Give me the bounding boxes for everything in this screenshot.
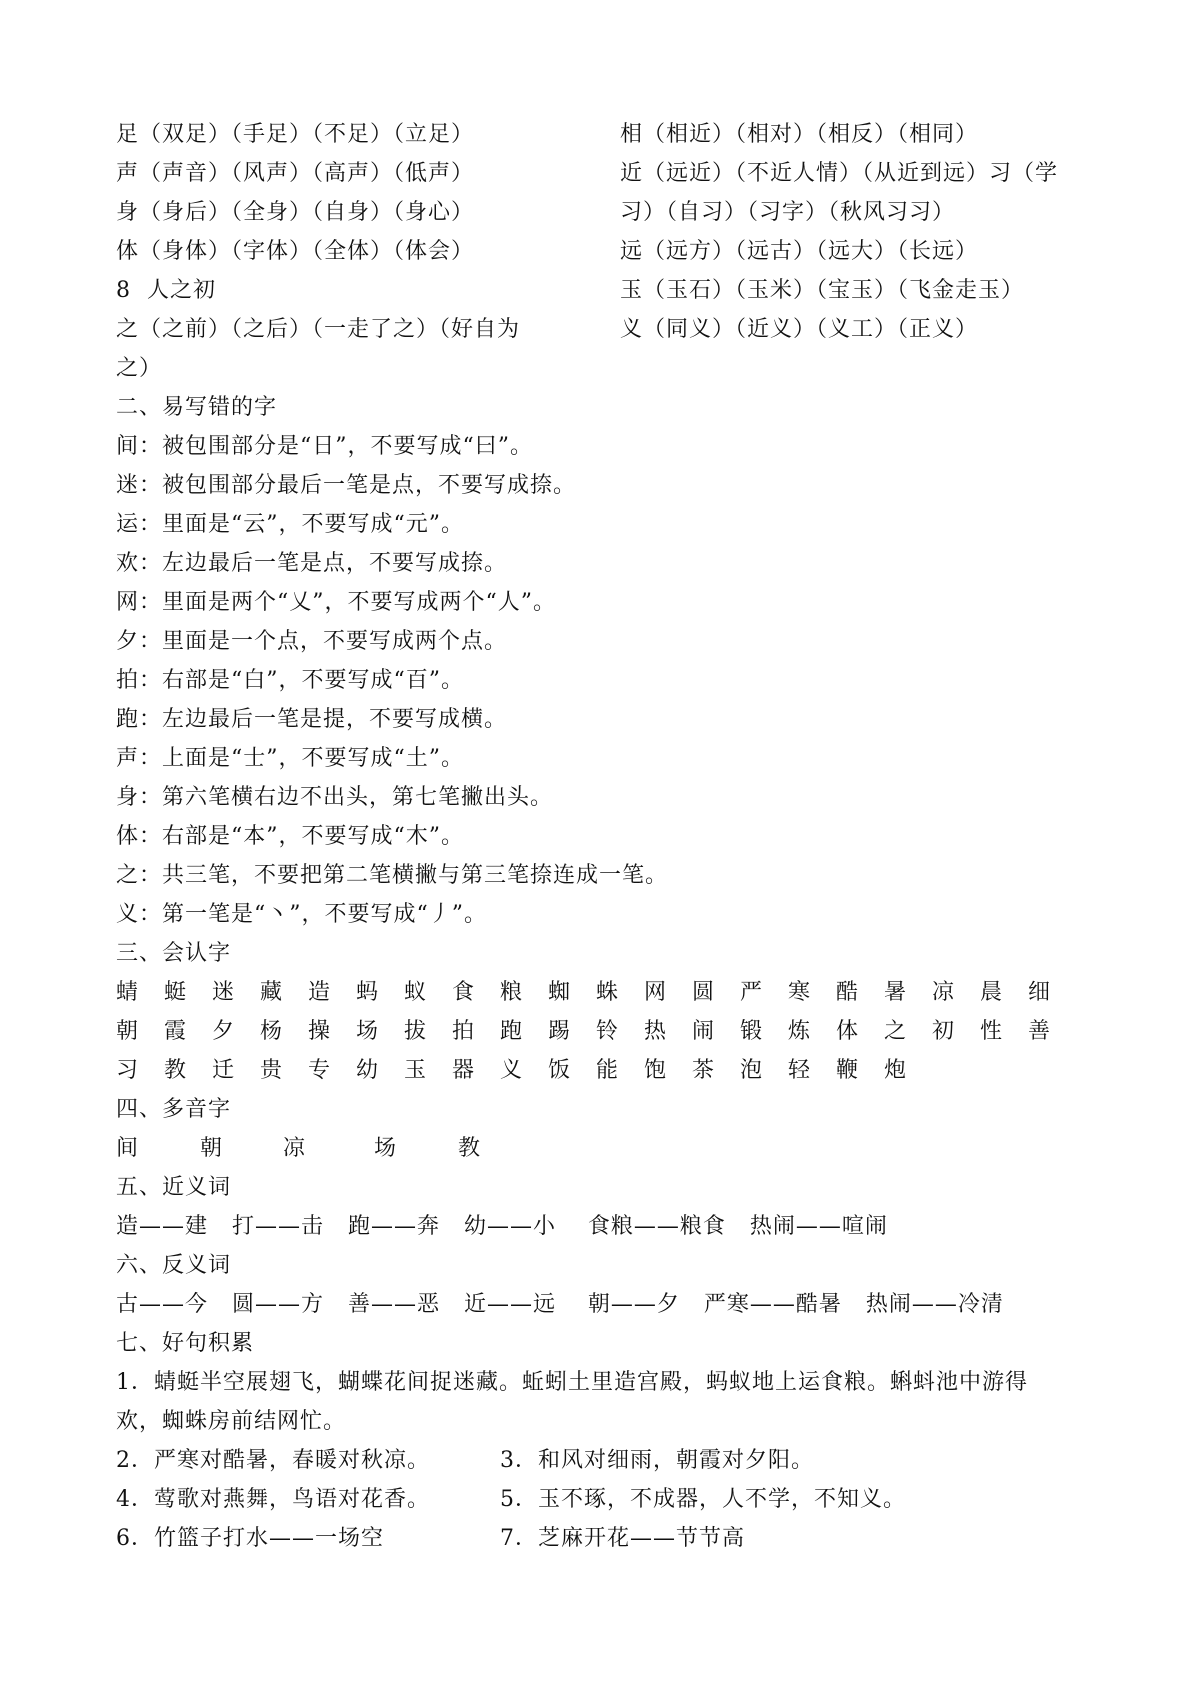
recognition-char: 炮 [884,1058,907,1083]
section-title-3: 三、会认字 [116,941,232,966]
recognition-char: 蜓 [164,980,187,1005]
recognition-char: 饱 [644,1058,667,1083]
section-title-7: 七、好句积累 [116,1331,255,1356]
recognition-char: 炼 [788,1019,811,1044]
recognition-char: 圆 [692,980,715,1005]
sentence-item: 4．莺歌对燕舞，鸟语对花香。 [116,1487,430,1512]
recognition-char: 轻 [788,1058,811,1083]
word-group-right-5: 义（同义）（近义）（义工）（正义） [620,317,979,342]
recognition-char: 饭 [548,1058,571,1083]
recognition-char: 霞 [164,1019,187,1044]
word-group-right-3: 远（远方）（远古）（远大）（长远） [620,239,979,264]
recognition-char: 玉 [404,1058,427,1083]
error-item: 网：里面是两个“乂”，不要写成两个“人”。 [116,590,556,615]
recognition-char: 性 [980,1019,1003,1044]
error-item: 运：里面是“云”，不要写成“元”。 [116,512,464,537]
recognition-char: 闹 [692,1019,715,1044]
error-item: 之：共三笔，不要把第二笔横撇与第三笔捺连成一笔。 [116,863,669,888]
recognition-char: 操 [308,1019,331,1044]
word-group-left-5: 之（之前）（之后）（一走了之）（好自为 [116,317,521,342]
recognition-char: 拍 [452,1019,475,1044]
error-item: 夕：里面是一个点，不要写成两个点。 [116,629,508,654]
error-item: 迷：被包围部分最后一笔是点，不要写成捺。 [116,473,577,498]
recognition-char: 严 [740,980,763,1005]
recognition-char: 寒 [788,980,811,1005]
recognition-char: 能 [596,1058,619,1083]
recognition-char: 场 [356,1019,379,1044]
recognition-char: 迁 [212,1058,235,1083]
polyphone-char: 凉 [283,1136,306,1161]
recognition-char: 贵 [260,1058,283,1083]
recognition-char: 跑 [500,1019,523,1044]
word-group-right-1: 相（相近）（相对）（相反）（相同） [620,122,979,147]
recognition-char: 网 [644,980,667,1005]
sentence-item-1: 1．蜻蜓半空展翅飞，蝴蝶花间捉迷藏。蚯蚓土里造宫殿，蚂蚁地上运食粮。蝌蚪池中游得 [116,1370,1029,1395]
recognition-char: 踢 [548,1019,571,1044]
recognition-char: 体 [836,1019,859,1044]
recognition-char: 蜻 [116,980,139,1005]
polyphone-char: 间 [116,1136,139,1161]
recognition-char: 泡 [740,1058,763,1083]
polyphone-char: 场 [374,1136,397,1161]
sentence-item: 7．芝麻开花——节节高 [500,1526,745,1551]
word-group-right-4: 玉（玉石）（玉米）（宝玉）（飞金走玉） [620,278,1025,303]
recognition-char: 茶 [692,1058,715,1083]
recognition-char: 凉 [932,980,955,1005]
recognition-char: 迷 [212,980,235,1005]
synonym-line: 造——建 打——击 跑——奔 幼——小 食粮——粮食 热闹——喧闹 [116,1214,888,1239]
sentence-item-1-cont: 欢，蜘蛛房前结网忙。 [116,1409,347,1434]
recognition-char: 铃 [596,1019,619,1044]
sentence-item: 3．和风对细雨，朝霞对夕阳。 [500,1448,814,1473]
recognition-char: 蛛 [596,980,619,1005]
word-group-right-2: 近（远近）（不近人情）（从近到远）习（学 [620,161,1059,186]
recognition-char: 蚂 [356,980,379,1005]
recognition-char: 晨 [980,980,1003,1005]
recognition-char: 蚁 [404,980,427,1005]
recognition-char: 之 [884,1019,907,1044]
error-item: 身：第六笔横右边不出头，第七笔撇出头。 [116,785,554,810]
recognition-char: 朝 [116,1019,139,1044]
recognition-char: 暑 [884,980,907,1005]
error-item: 间：被包围部分是“日”，不要写成“曰”。 [116,434,533,459]
recognition-char: 幼 [356,1058,379,1083]
error-item: 欢：左边最后一笔是点，不要写成捺。 [116,551,508,576]
recognition-char: 酷 [836,980,859,1005]
recognition-char: 器 [452,1058,475,1083]
recognition-char: 义 [500,1058,523,1083]
section-title-6: 六、反义词 [116,1253,232,1278]
recognition-char: 粮 [500,980,523,1005]
sentence-item: 5．玉不琢，不成器，人不学，不知义。 [500,1487,906,1512]
recognition-char: 藏 [260,980,283,1005]
recognition-char: 造 [308,980,331,1005]
recognition-char: 夕 [212,1019,235,1044]
recognition-char: 食 [452,980,475,1005]
word-group-right-2-cont: 习）（自习）（习字）（秋风习习） [620,200,956,225]
recognition-char: 专 [308,1058,331,1083]
antonym-line: 古——今 圆——方 善——恶 近——远 朝——夕 严寒——酷暑 热闹——冷清 [116,1292,1004,1317]
recognition-char: 拔 [404,1019,427,1044]
polyphone-char: 朝 [200,1136,223,1161]
recognition-char: 蜘 [548,980,571,1005]
lesson-heading: 8 人之初 [116,278,216,303]
recognition-char: 细 [1028,980,1051,1005]
section-title-4: 四、多音字 [116,1097,232,1122]
error-item: 体：右部是“本”，不要写成“木”。 [116,824,464,849]
error-item: 义：第一笔是“丶”，不要写成“丿”。 [116,902,487,927]
recognition-char: 鞭 [836,1058,859,1083]
section-title-5: 五、近义词 [116,1175,232,1200]
sentence-item: 6．竹篮子打水——一场空 [116,1526,384,1551]
error-item: 跑：左边最后一笔是提，不要写成横。 [116,707,508,732]
recognition-char: 善 [1028,1019,1051,1044]
error-item: 拍：右部是“白”，不要写成“百”。 [116,668,464,693]
error-item: 声：上面是“士”，不要写成“土”。 [116,746,464,771]
recognition-char: 初 [932,1019,955,1044]
word-group-left-4: 体（身体）（字体）（全体）（体会） [116,239,475,264]
section-title-2: 二、易写错的字 [116,395,278,420]
recognition-char: 热 [644,1019,667,1044]
word-group-left-5-cont: 之） [116,356,163,381]
word-group-left-2: 声（声音）（风声）（高声）（低声） [116,161,475,186]
sentence-item: 2．严寒对酷暑，春暖对秋凉。 [116,1448,430,1473]
recognition-char: 教 [164,1058,187,1083]
recognition-char: 习 [116,1058,139,1083]
word-group-left-1: 足（双足）（手足）（不足）（立足） [116,122,475,147]
polyphone-char: 教 [458,1136,481,1161]
recognition-char: 锻 [740,1019,763,1044]
word-group-left-3: 身（身后）（全身）（自身）（身心） [116,200,475,225]
recognition-char: 杨 [260,1019,283,1044]
